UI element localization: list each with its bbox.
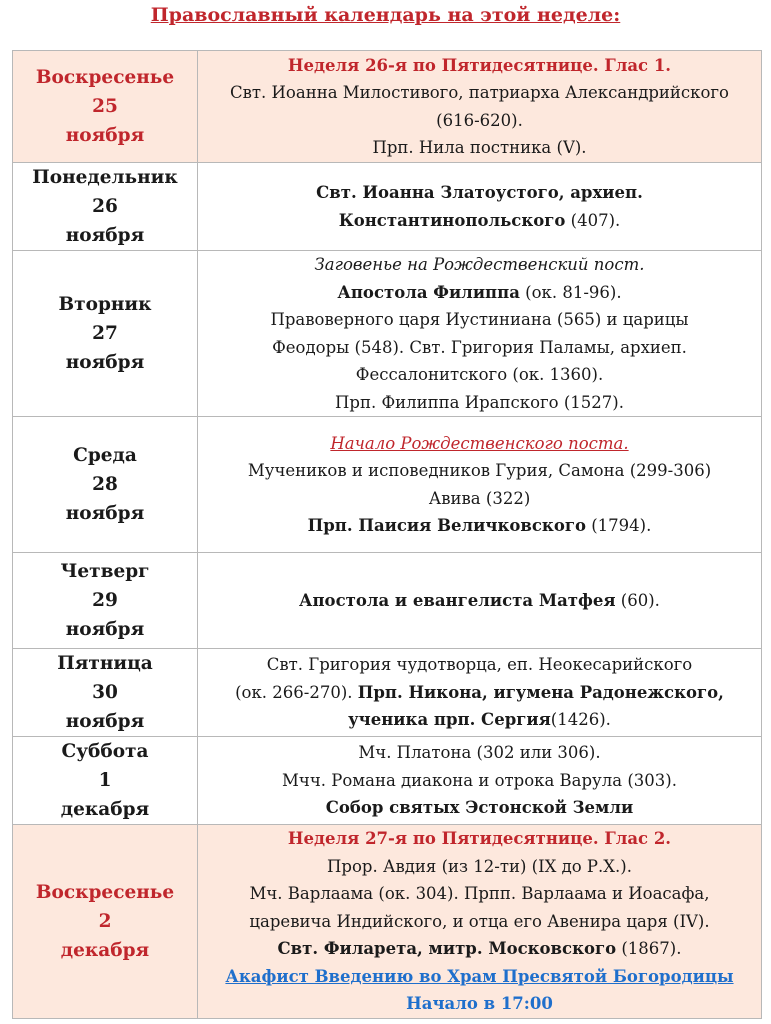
day-cell [13, 553, 198, 649]
month: ноября [65, 619, 145, 640]
event-line [198, 935, 761, 963]
day-cell [13, 649, 198, 737]
event-bold: Апостола и евангелиста Матфея [299, 590, 616, 610]
fast-start-line: Начало Рождественского поста. [330, 433, 629, 453]
akathist-link[interactable]: Акафист Введению во Храм Пресвятой Богородицы [225, 966, 734, 986]
event-line: Фессалонитского (ок. 1360). [355, 365, 604, 384]
event-years: (1426). [550, 710, 611, 730]
month: декабря [60, 799, 150, 820]
month: декабря [60, 939, 150, 961]
calendar-table [12, 50, 762, 1019]
event-line: Мчч. Романа диакона и отрока Варула (303). [282, 770, 677, 790]
week-heading: Неделя 26-я по Пятидесятнице. Глас 1. [287, 55, 672, 75]
month: ноября [65, 503, 145, 524]
events-cell [198, 163, 762, 251]
start-time: Начало в 17:00 [406, 994, 553, 1013]
event-line: Свт. Григория чудотворца, еп. Неокесарийского [266, 655, 693, 675]
event-line [198, 679, 761, 707]
calendar-row [13, 649, 762, 737]
calendar-row [13, 737, 762, 825]
event-line: Собор святых Эстонской Земли [325, 798, 634, 818]
day-cell [13, 51, 198, 163]
weekday: Понедельник [32, 167, 178, 188]
event-line: Прп. Нила постника (V). [372, 138, 587, 157]
day-cell [13, 251, 198, 417]
event-line [198, 706, 761, 734]
event-bold: Прп. Паисия Величковского [307, 516, 586, 535]
event-line: Мч. Платона (302 или 306). [358, 743, 601, 763]
event-bold: Константинопольского [338, 210, 566, 230]
weekday: Пятница [57, 653, 153, 674]
event-line: царевича Индийского, и отца его Авенира царя (IV). [249, 911, 710, 931]
event-line: Феодоры (548). Свт. Григория Паламы, архиеп. [272, 337, 687, 357]
events-cell [198, 649, 762, 737]
weekday: Воскресенье [35, 67, 175, 88]
month: ноября [65, 711, 145, 732]
day-cell [13, 737, 198, 825]
events-cell [198, 737, 762, 825]
weekday: Суббота [61, 741, 149, 762]
event-line [198, 207, 761, 235]
event-bold: ученика прп. Сергия [348, 710, 551, 730]
event-line: Мучеников и исповедников Гурия, Самона (299-306) [247, 461, 712, 480]
event-line [198, 512, 761, 540]
event-line: Свт. Иоанна Милостивого, патриарха Александрийского [230, 83, 729, 102]
events-cell [198, 417, 762, 553]
weekday: Четверг [60, 561, 150, 582]
calendar-row [13, 825, 762, 1019]
event-years: (ок. 81-96). [519, 282, 622, 302]
event-line: Прор. Авдия (из 12-ти) (IX до Р.Х.). [327, 856, 632, 876]
event-years: (ок. 266-270). [235, 682, 358, 702]
event-years: (407). [565, 210, 621, 230]
event-line [198, 279, 761, 307]
month: ноября [65, 352, 145, 373]
event-bold: Апостола Филиппа [337, 282, 520, 302]
event-line: (616-620). [436, 110, 523, 130]
calendar-row [13, 163, 762, 251]
events-cell [198, 825, 762, 1019]
calendar-row [13, 417, 762, 553]
day-cell [13, 825, 198, 1019]
weekday: Вторник [58, 294, 152, 315]
event-line: Авива (322) [428, 488, 531, 508]
day-number: 2 [98, 910, 112, 932]
event-line: Мч. Варлаама (ок. 304). Прпп. Варлаама и Иоасафа, [249, 884, 710, 903]
calendar-row [13, 51, 762, 163]
page-title: Православный календарь на этой неделе: [150, 4, 621, 26]
event-line: Правоверного царя Иустиниана (565) и царицы [270, 310, 689, 329]
events-cell [198, 553, 762, 649]
events-cell [198, 51, 762, 163]
events-cell [198, 251, 762, 417]
month: ноября [65, 125, 145, 146]
day-number: 27 [92, 323, 118, 344]
day-number: 1 [98, 770, 112, 791]
weekday: Воскресенье [35, 881, 175, 903]
event-years: (1794). [585, 516, 652, 535]
event-bold: Прп. Никона, игумена Радонежского, [357, 682, 724, 702]
event-line [198, 587, 761, 615]
day-number: 26 [92, 196, 118, 217]
event-line: Заговенье на Рождественский пост. [314, 255, 645, 274]
event-line: Свт. Иоанна Златоустого, архиеп. [316, 183, 643, 202]
day-number: 30 [92, 682, 118, 703]
calendar-row [13, 553, 762, 649]
event-line: Прп. Филиппа Ирапского (1527). [335, 392, 624, 412]
event-years: (1867). [616, 939, 682, 958]
day-cell [13, 163, 198, 251]
day-cell [13, 417, 198, 553]
event-years: (60). [615, 590, 660, 610]
day-number: 28 [92, 474, 118, 495]
week-heading: Неделя 27-я по Пятидесятнице. Глас 2. [287, 829, 672, 848]
event-bold: Свт. Филарета, митр. Московского [277, 939, 617, 958]
weekday: Среда [73, 445, 137, 466]
month: ноября [65, 225, 145, 246]
day-number: 25 [92, 96, 118, 117]
calendar-row [13, 251, 762, 417]
day-number: 29 [92, 590, 118, 611]
